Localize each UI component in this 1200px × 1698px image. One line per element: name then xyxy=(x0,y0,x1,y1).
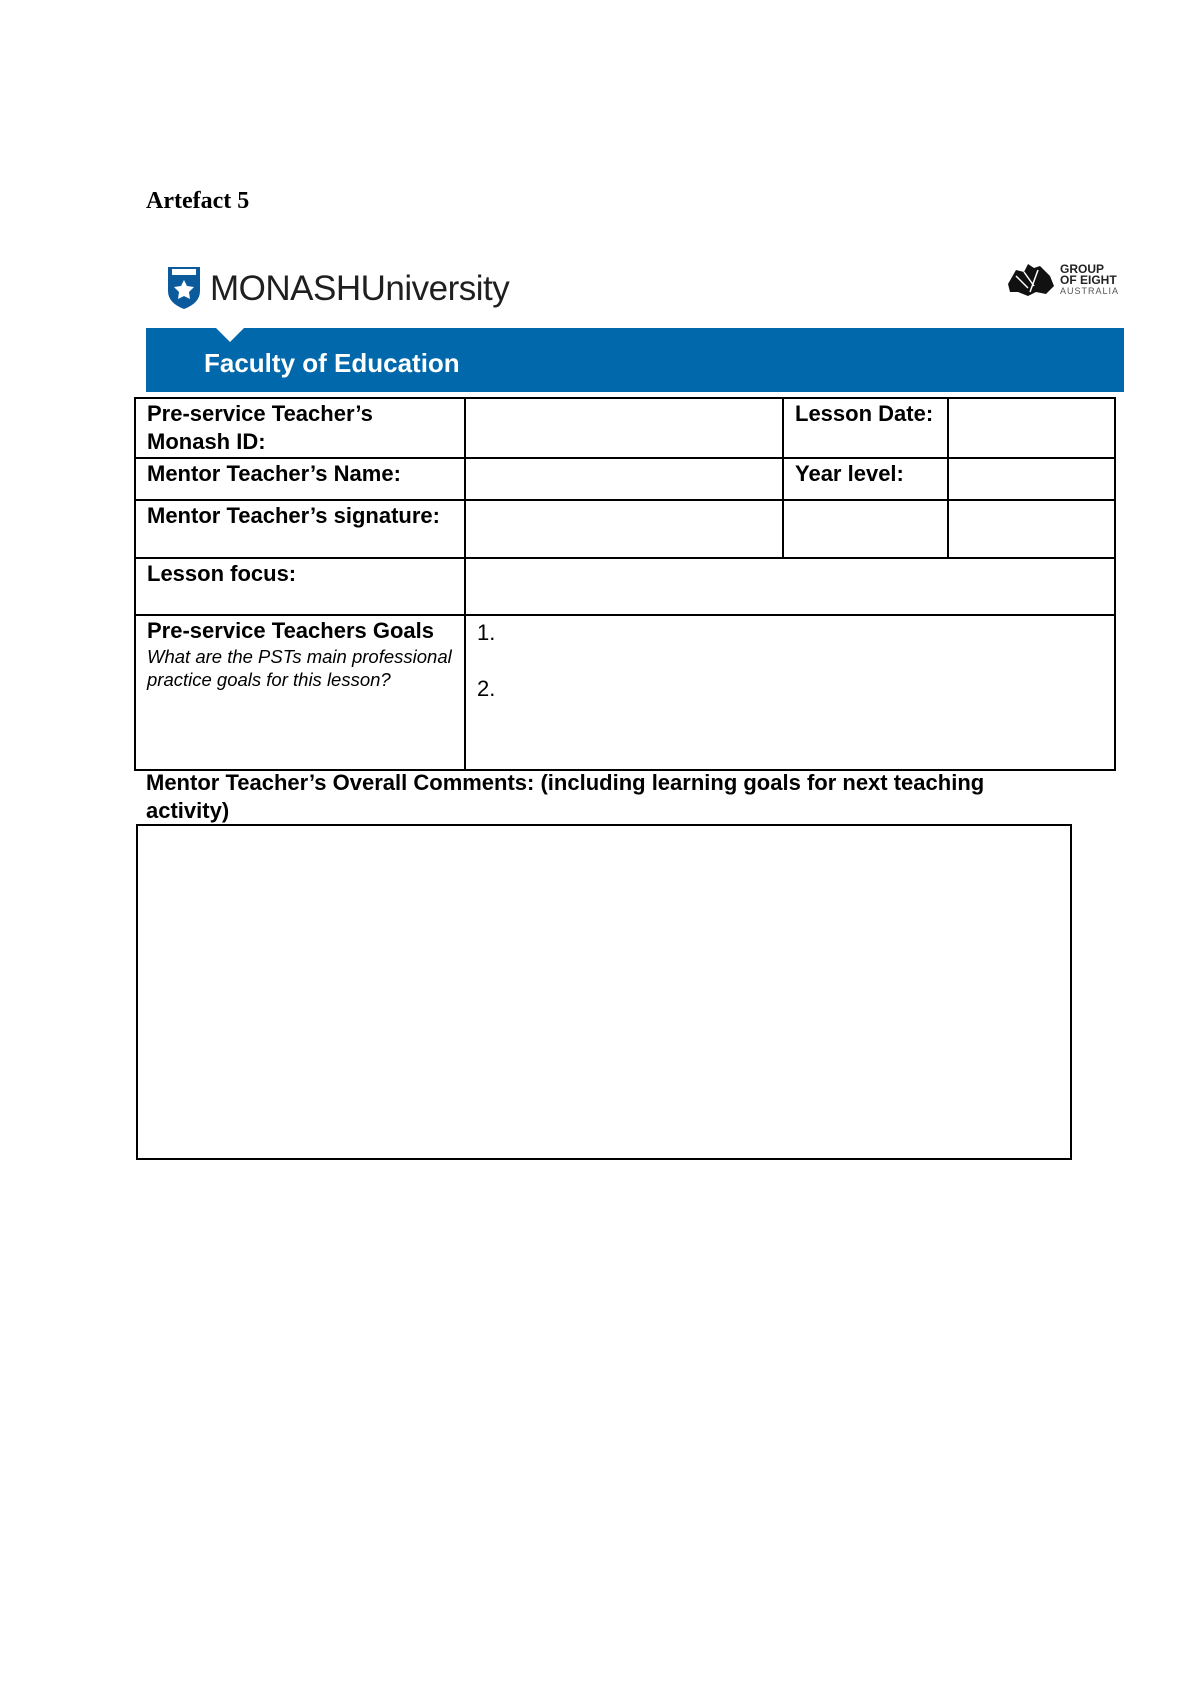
mentor-signature-label: Mentor Teacher’s signature: xyxy=(135,500,465,558)
comments-heading: Mentor Teacher’s Overall Comments: (including learning goals for next teaching activity) xyxy=(146,770,985,823)
lesson-focus-label: Lesson focus: xyxy=(135,558,465,615)
empty-cell[interactable] xyxy=(783,500,948,558)
table-row xyxy=(135,398,1115,458)
document-heading: Artefact 5 xyxy=(146,188,250,214)
lesson-date-label: Lesson Date: xyxy=(783,398,948,458)
go8-line1: GROUP xyxy=(1060,261,1105,276)
go8-line2: OF EIGHT xyxy=(1060,272,1117,287)
pst-id-label: Pre-service Teacher’s Monash ID: xyxy=(135,398,465,458)
monash-wordmark: MONASH xyxy=(210,268,361,308)
banner-notch xyxy=(216,328,244,342)
empty-cell[interactable] xyxy=(948,500,1115,558)
goals-label-cell xyxy=(135,615,465,770)
goals-field[interactable] xyxy=(465,615,1115,770)
mentor-name-field[interactable] xyxy=(465,458,783,500)
table-row xyxy=(135,558,1115,615)
pst-id-field[interactable] xyxy=(465,398,783,458)
lesson-observation-table xyxy=(134,397,1116,771)
lesson-focus-field[interactable] xyxy=(465,558,1115,615)
lesson-date-field[interactable] xyxy=(948,398,1115,458)
year-level-field[interactable] xyxy=(948,458,1115,500)
faculty-banner xyxy=(146,328,1124,392)
go8-line3: AUSTRALIA xyxy=(1060,285,1120,296)
table-row xyxy=(135,458,1115,500)
year-level-label: Year level: xyxy=(783,458,948,500)
group-of-eight-logo xyxy=(1004,262,1119,298)
comments-textbox[interactable] xyxy=(136,824,1072,1160)
mentor-name-label: Mentor Teacher’s Name: xyxy=(135,458,465,500)
table-row xyxy=(135,615,1115,770)
goal-item-2[interactable]: 2. xyxy=(477,676,496,701)
goals-hint: What are the PSTs main professional practice goals for this lesson? xyxy=(147,646,452,690)
mentor-signature-field[interactable] xyxy=(465,500,783,558)
monash-logo xyxy=(166,266,509,310)
table-row xyxy=(135,500,1115,558)
go8-map-icon xyxy=(1004,262,1056,298)
monash-crest-icon xyxy=(166,267,202,309)
goals-label: Pre-service Teachers Goals xyxy=(147,618,434,643)
goal-item-1[interactable]: 1. xyxy=(477,620,496,645)
faculty-banner-label: Faculty of Education xyxy=(204,348,460,378)
university-wordmark: University xyxy=(360,268,510,308)
